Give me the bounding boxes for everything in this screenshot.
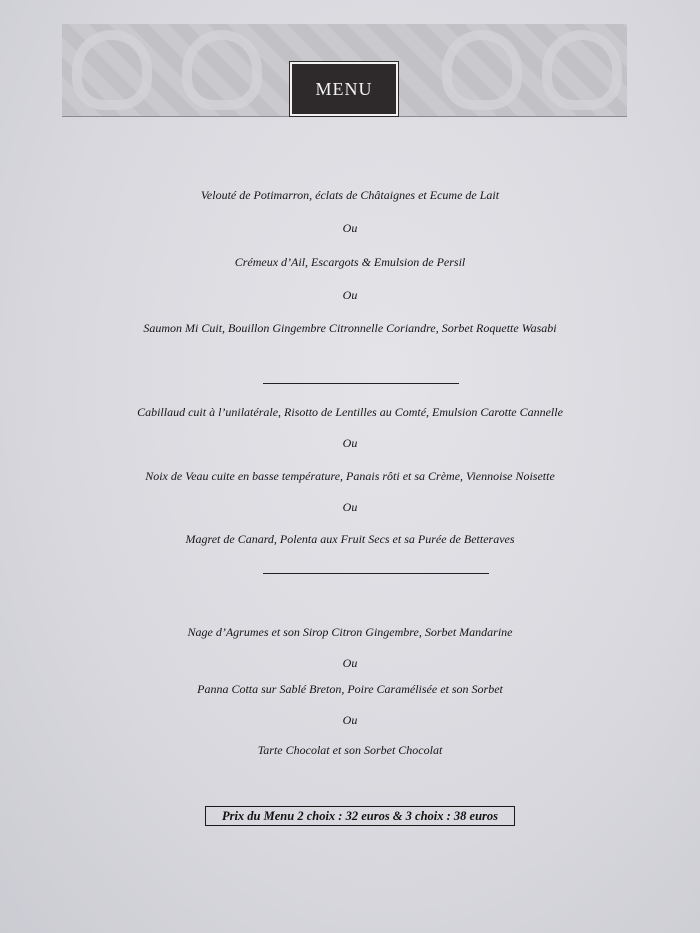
- damask-ornament-icon: [182, 30, 262, 110]
- starter-item: Velouté de Potimarron, éclats de Châtaignes et Ecume de Lait: [200, 188, 500, 202]
- or-separator: Ou: [342, 500, 358, 514]
- dessert-item: Panna Cotta sur Sablé Breton, Poire Caramélisée et son Sorbet: [197, 682, 503, 696]
- or-separator: Ou: [342, 436, 358, 450]
- main-item: Noix de Veau cuite en basse température, Panais rôti et sa Crème, Viennoise Noisette: [145, 469, 555, 483]
- starter-item: Crémeux d’Ail, Escargots & Emulsion de Persil: [234, 255, 466, 269]
- or-separator: Ou: [342, 221, 358, 235]
- menu-price: Prix du Menu 2 choix : 32 euros & 3 choix : 38 euros: [205, 806, 515, 826]
- starter-item: Saumon Mi Cuit, Bouillon Gingembre Citronnelle Coriandre, Sorbet Roquette Wasabi: [143, 321, 557, 335]
- or-separator: Ou: [342, 713, 358, 727]
- main-item: Magret de Canard, Polenta aux Fruit Secs et sa Purée de Betteraves: [185, 532, 515, 546]
- damask-ornament-icon: [72, 30, 152, 110]
- damask-ornament-icon: [542, 30, 622, 110]
- section-divider: [263, 573, 489, 574]
- dessert-item: Nage d’Agrumes et son Sirop Citron Gingembre, Sorbet Mandarine: [187, 625, 513, 639]
- main-item: Cabillaud cuit à l’unilatérale, Risotto de Lentilles au Comté, Emulsion Carotte Cannelle: [137, 405, 563, 419]
- menu-title: MENU: [315, 78, 373, 99]
- header-rule: [62, 116, 627, 117]
- menu-title-box: [290, 62, 398, 116]
- or-separator: Ou: [342, 656, 358, 670]
- dessert-item: Tarte Chocolat et son Sorbet Chocolat: [257, 743, 443, 757]
- or-separator: Ou: [342, 288, 358, 302]
- damask-ornament-icon: [442, 30, 522, 110]
- section-divider: [263, 383, 459, 384]
